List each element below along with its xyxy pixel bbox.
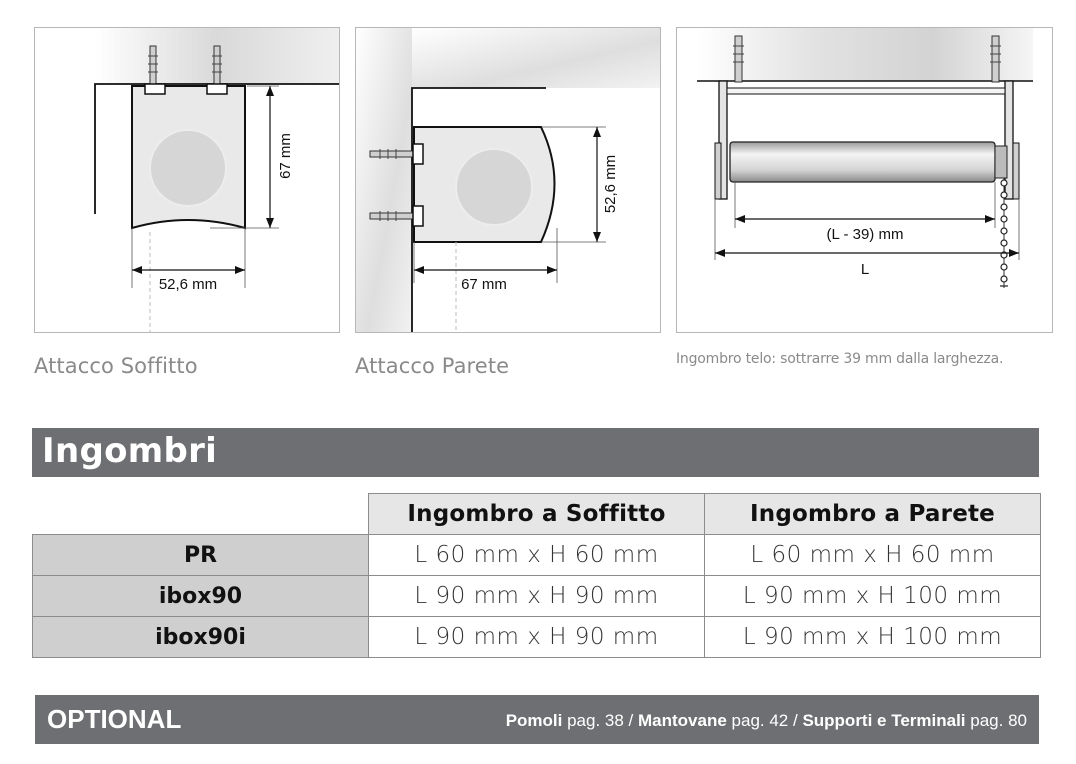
ceiling-width-label: 52,6 mm bbox=[158, 276, 218, 293]
dimensions-table bbox=[32, 493, 1041, 658]
optional-bar bbox=[35, 695, 1039, 744]
ref-name: Pomoli bbox=[505, 711, 563, 730]
ref-page: pag. 38 bbox=[567, 711, 624, 730]
ref-page: pag. 42 bbox=[731, 711, 789, 730]
roller-length-diagram bbox=[676, 27, 1053, 333]
ceiling-height-label: 67 mm bbox=[277, 133, 294, 179]
row-label: ibox90i bbox=[33, 617, 369, 658]
ref-name: Mantovane bbox=[638, 711, 727, 730]
ceiling-dimension-cell: L 90 mm x H 90 mm bbox=[369, 576, 705, 617]
section-title: Ingombri bbox=[42, 431, 218, 471]
table-row bbox=[33, 535, 1041, 576]
wall-mount-diagram bbox=[355, 27, 661, 333]
fabric-note-caption: Ingombro telo: sottrarre 39 mm dalla larghezza. bbox=[676, 351, 1004, 367]
header-ceiling: Ingombro a Soffitto bbox=[369, 494, 705, 535]
roller-length-drawing bbox=[677, 28, 1052, 332]
ceiling-mount-caption: Attacco Soffitto bbox=[34, 354, 198, 378]
ref-page: pag. 80 bbox=[970, 711, 1027, 730]
table-row bbox=[33, 576, 1041, 617]
table-row bbox=[33, 617, 1041, 658]
fabric-width-label: (L - 39) mm bbox=[826, 226, 904, 243]
header-wall: Ingombro a Parete bbox=[705, 494, 1041, 535]
wall-width-label: 67 mm bbox=[461, 276, 507, 293]
wall-dimension-cell: L 60 mm x H 60 mm bbox=[705, 535, 1041, 576]
table-header-row bbox=[33, 494, 1041, 535]
ref-name: Supporti e Terminali bbox=[802, 711, 966, 730]
ref-separator: / bbox=[788, 711, 803, 730]
overall-length-label: L bbox=[860, 261, 870, 278]
ceiling-mount-diagram bbox=[34, 27, 340, 333]
wall-dimension-cell: L 90 mm x H 100 mm bbox=[705, 617, 1041, 658]
optional-label: OPTIONAL bbox=[47, 704, 182, 734]
ceiling-dimension-cell: L 60 mm x H 60 mm bbox=[369, 535, 705, 576]
table-header-blank bbox=[33, 494, 369, 535]
wall-mount-drawing bbox=[356, 28, 660, 332]
optional-references bbox=[506, 711, 1027, 731]
wall-height-label: 52,6 mm bbox=[602, 154, 619, 214]
wall-mount-caption: Attacco Parete bbox=[355, 354, 510, 378]
ceiling-dimension-cell: L 90 mm x H 90 mm bbox=[369, 617, 705, 658]
row-label: ibox90 bbox=[33, 576, 369, 617]
ref-separator: / bbox=[623, 711, 638, 730]
ceiling-mount-drawing bbox=[35, 28, 339, 332]
row-label: PR bbox=[33, 535, 369, 576]
wall-dimension-cell: L 90 mm x H 100 mm bbox=[705, 576, 1041, 617]
section-header-bar bbox=[32, 428, 1039, 477]
